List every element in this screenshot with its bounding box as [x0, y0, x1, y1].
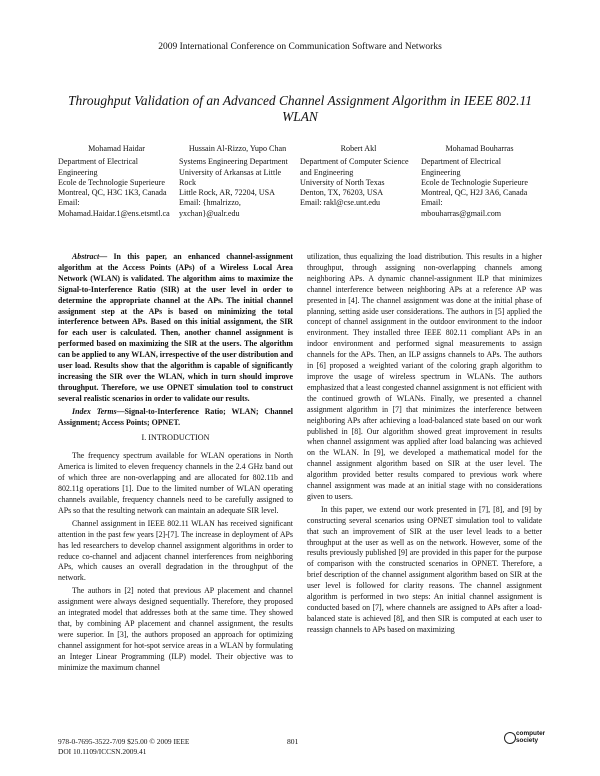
author-affiliation: Systems Engineering Department University of Arkansas at Little Rock Little Rock, AR, 72204, USA Email: {hmalrizzo, yxchan}@ualr.edu — [179, 157, 288, 218]
section-heading-introduction: I. INTRODUCTION — [141, 432, 210, 442]
author-affiliation: Department of Electrical Engineering Ecole de Technologie Superieure Montreal, QC, H2J 3A6, Canada Email: mbouharras@gmail.com — [421, 157, 528, 218]
paragraph: In this paper, we extend our work presented in [7], [8], and [9] by constructing several scenarios using OPNET simulation tool to validate that such an improvement of SIR at the user level leads to a better throughput at the user as well as on the network. However, some of the results previously published [9] are provided in this paper for the purpose of comparison with the constructed scenarios in OPNET. Therefore, a brief description of the channel assignment algorithm based on SIR at the user level is followed for clarity reasons. The channel assignment algorithm is performed in two steps: An initial channel assignment is conducted based on [7], where channels are assigned to APs after a load-balanced state is achieved [8], and then SIR is computed at each user to reassign channels to APs based on maximizing — [307, 504, 542, 634]
author-name: Mohamad Bouharras — [445, 144, 514, 153]
paragraph: Channel assignment in IEEE 802.11 WLAN has received significant attention in the past few years [2]-[7]. The increase in deployment of APs has led researchers to develop channel assignment algorithms in order to reduce co-channel and adjacent channel interferences from neighboring APs, which causes an overall degradation in the throughput of the network. — [58, 518, 293, 583]
footer-doi-line: DOI 10.1109/ICCSN.2009.41 — [58, 746, 147, 756]
author-name: Mohamad Haidar — [88, 144, 145, 153]
paragraph: The frequency spectrum available for WLAN operations in North America is limited to eleven frequency channels in the 2.4 GHz band out of which three are non-overlapping and are allocated for 802.11b and 802.11g operations [1]. Due to the limited number of WLAN operating channels available, frequency channels need to be carefully assigned to APs so that the resulting network can maintain an adequate SIR level. — [58, 451, 293, 515]
author-affiliation: Department of Computer Science and Engineering University of North Texas Denton, TX, 76203, USA Email: rakl@cse.unt.edu — [300, 157, 409, 208]
author-affiliation: Department of Electrical Engineering Ecole de Technologie Superieure Montreal, QC, H3C 1K3, Canada Email: Mohamad.Haidar.1@ens.etsmtl.ca — [58, 157, 170, 218]
author-block — [58, 144, 542, 219]
logo-text — [516, 730, 545, 744]
author-name: Hussain Al-Rizzo, Yupo Chan — [188, 144, 287, 153]
abstract — [58, 252, 293, 405]
author-1 — [58, 144, 179, 219]
logo-line-2: society — [516, 737, 539, 744]
left-column — [58, 252, 293, 676]
author-2 — [179, 144, 300, 219]
conference-header: 2009 International Conference on Communication Software and Networks — [158, 42, 442, 52]
paper-title: Throughput Validation of an Advanced Channel Assignment Algorithm in IEEE 802.11 WLAN — [68, 93, 532, 124]
logo-line-1: computer — [516, 730, 546, 737]
page-number: 801 — [287, 737, 299, 746]
abstract-label: Abstract — [72, 252, 100, 261]
author-4 — [421, 144, 542, 219]
right-column — [307, 252, 542, 638]
footer-copyright — [58, 737, 189, 756]
index-terms-text: —Signal-to-Interference Ratio; WLAN; Channel Assignment; Access Points; OPNET. — [58, 406, 293, 427]
paragraph: The authors in [2] noted that previous AP placement and channel assignment were always designed sequentially. Therefore, they proposed an integrated model that addresses both at the same time. They showed that, by combining AP placement and channel assignment, the results were superior. In [3], the authors proposed an approach for optimizing channel assignment for hot-spot service areas in a WLAN by formulating an Integer Linear Programming (ILP) model. Their objective was to minimize the maximum channel — [58, 586, 293, 672]
author-name: Robert Akl — [340, 144, 377, 153]
author-3 — [300, 144, 421, 219]
index-terms — [58, 407, 293, 429]
computer-society-logo — [504, 730, 548, 752]
abstract-text: — In this paper, an enhanced channel-assignment algorithm at the Access Points (APs) of a Wireless Local Area Network (WLAN) is validated. The algorithm aims to maximize the Signal-to-Interference Ratio (SIR) at the user level in order to determine the appropriate channel at the APs. The initial channel assignment step at the APs is based on minimizing the total interference between APs. Based on this initial assignment, the SIR for each user is calculated. Then, another channel assignment is performed based on maximizing the SIR at the users. The algorithm can be applied to any WLAN, irrespective of the user distribution and user load. Results show that the algorithm is capable of significantly increasing the SIR over the WLAN, which in turn should improve throughput. Therefore, we use OPNET simulation tool to construct several realistic scenarios in order to validate our results. — [58, 252, 293, 403]
index-terms-label: Index Terms — [72, 406, 117, 416]
footer-isbn-line: 978-0-7695-3522-7/09 $25.00 © 2009 IEEE — [58, 737, 190, 746]
paragraph: utilization, thus equalizing the load distribution. This results in a higher throughput, through assigning non-overlapping channels among neighboring APs. A dynamic channel-assignment ILP that minimizes channel interference between neighboring APs at a reference AP was presented in [4]. The channel assignment was done at the initial phase of planning, setting aside user considerations. The authors in [5] applied the concept of channel assignment in the outdoor environment to the indoor environment. They installed three IEEE 802.11 compliant APs in an indoor environment and performed signal measurements to assign channels for the APs. Then, an ILP assigns channels to APs. The authors in [6] proposed a weighted variant of the coloring graph algorithm to improve the usage of wireless spectrum in WLANs. The authors emphasized that a least congested channel assignment is not efficient with the continued growth of WLANs. Finally, we presented a channel assignment algorithm in [7] that minimizes the interference between neighboring APs after achieving a load-balanced state based on our work published in [8]. Our algorithm showed great improvement in results when channel assignment was applied after load balancing was achieved on the WLAN. In [9], we developed a mathematical model for the channel assignment algorithm based on SIR at the user level. The algorithm provided better results compared to previous work where channel assignment was made at an initial stage with no considerations given to users. — [307, 252, 542, 501]
logo-mark-icon — [504, 732, 516, 744]
